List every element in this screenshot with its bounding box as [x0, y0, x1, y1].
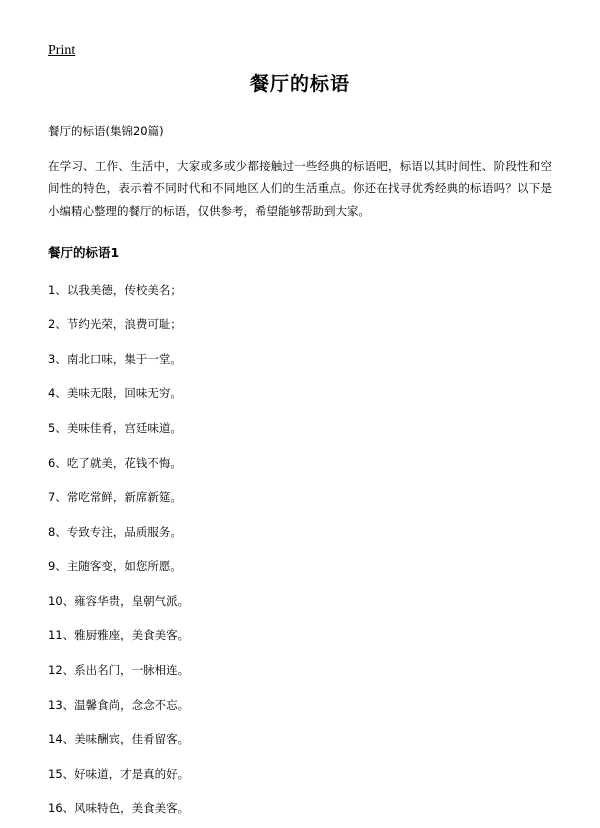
- document-body: [48, 72, 552, 828]
- list-item: 5、美味佳肴，宫廷味道。: [48, 420, 182, 435]
- intro-paragraph: 在学习、工作、生活中，大家或多或少都接触过一些经典的标语吧，标语以其时间性、阶段性和空间性的特色，表示着不同时代和不同地区人们的生活重点。你还在找寻优秀经典的标语吗？以下是小编精心整理的餐厅的标语，仅供参考，希望能够帮助到大家。: [48, 158, 552, 218]
- list-item: 1、以我美德，传校美名；: [48, 282, 182, 297]
- list-item: 13、温馨食尚，念念不忘。: [48, 697, 190, 712]
- list-item: 16、风味特色，美食美客。: [48, 801, 190, 816]
- list-item: 2、节约光荣，浪费可耻；: [48, 317, 182, 332]
- list-item: 6、吃了就美，花钱不悔。: [48, 455, 182, 470]
- list-item: 7、常吃常鲜，新席新筵。: [48, 490, 182, 505]
- list-item: 14、美味酬宾，佳肴留客。: [48, 732, 190, 747]
- slogan-list: [48, 282, 552, 817]
- list-item: 11、雅厨雅座，美食美客。: [48, 628, 190, 643]
- list-item: 4、美味无限，回味无穷。: [48, 386, 182, 401]
- list-item: 3、南北口味，集于一堂。: [48, 351, 182, 366]
- list-item: 9、主随客变，如您所愿。: [48, 559, 182, 574]
- print-button[interactable]: Print: [48, 43, 76, 58]
- section-heading: 餐厅的标语1: [48, 245, 120, 261]
- list-item: 8、专致专注，品质服务。: [48, 524, 182, 539]
- page-title: 餐厅的标语: [249, 73, 350, 95]
- list-item: 12、系出名门，一脉相连。: [48, 663, 190, 678]
- list-item: 10、雍容华贵，皇朝气派。: [48, 593, 190, 608]
- list-item: 15、好味道，才是真的好。: [48, 766, 190, 781]
- document-subtitle: 餐厅的标语(集锦20篇): [48, 123, 164, 138]
